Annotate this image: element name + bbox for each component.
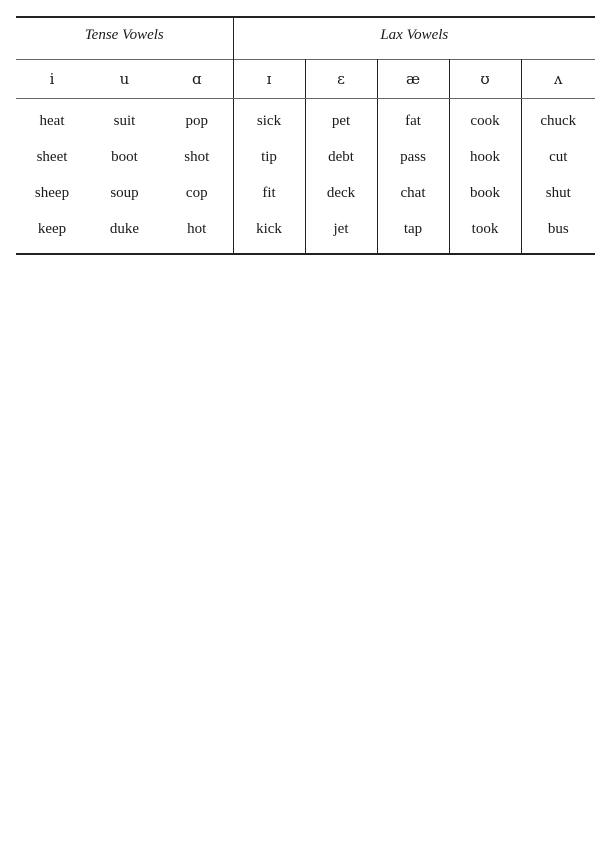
lax-vowels-header: Lax Vowels [233, 17, 595, 60]
word-cell: pet [305, 99, 377, 140]
vowel-symbol: æ [377, 60, 449, 99]
vowel-symbol: ʌ [521, 60, 595, 99]
word-cell: keep [16, 211, 88, 254]
word-cell: hook [449, 139, 521, 175]
vowel-symbol: ɛ [305, 60, 377, 99]
word-cell: soup [110, 184, 139, 201]
word-cell: debt [305, 139, 377, 175]
word-cell: boot [111, 148, 138, 165]
table-row [16, 175, 595, 211]
symbol-row [16, 60, 595, 99]
vowel-symbol: i [16, 60, 88, 99]
word-cell: cop [161, 175, 233, 211]
word-cell: pass [377, 139, 449, 175]
vowel-table [16, 16, 595, 255]
word-cell: cook [449, 99, 521, 140]
table-row [16, 211, 595, 254]
word-cell: sick [233, 99, 305, 140]
word-cell: kick [233, 211, 305, 254]
word-cell: fat [377, 99, 449, 140]
word-cell: cut [549, 148, 568, 165]
vowel-symbol: ɪ [233, 60, 305, 99]
word-cell: sheet [36, 148, 68, 165]
word-cell: jet [305, 211, 377, 254]
word-cell: shut [545, 184, 571, 201]
tense-vowels-header: Tense Vowels [16, 17, 233, 60]
vowel-symbol: u [88, 60, 161, 99]
word-cell: took [449, 211, 521, 254]
vowel-symbol: ɑ [161, 60, 233, 99]
word-cell: pop [161, 99, 233, 140]
word-cell: fit [233, 175, 305, 211]
word-cell: duke [88, 211, 161, 254]
word-cell: chuck [540, 112, 577, 129]
word-cell: hot [161, 211, 233, 254]
vowel-symbol: ʊ [449, 60, 521, 99]
word-cell: deck [305, 175, 377, 211]
word-cell: shot [161, 139, 233, 175]
word-cell: heat [39, 112, 65, 129]
word-cell: bus [521, 211, 595, 254]
word-cell: book [449, 175, 521, 211]
word-cell: tip [233, 139, 305, 175]
word-cell: sheep [34, 184, 70, 201]
table-row [16, 99, 595, 140]
word-cell: chat [377, 175, 449, 211]
group-header-row [16, 17, 595, 60]
word-cell: tap [377, 211, 449, 254]
table-row [16, 139, 595, 175]
word-cell: suit [113, 112, 136, 129]
